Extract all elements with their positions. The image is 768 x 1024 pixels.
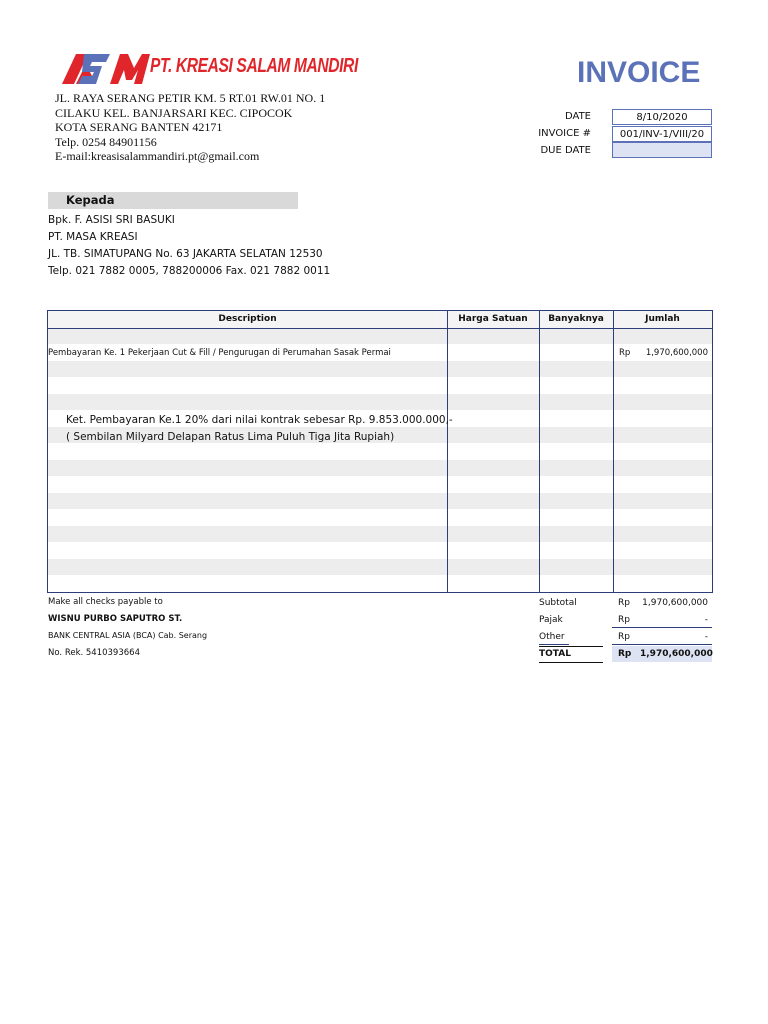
logo-text: KSM bbox=[62, 50, 65, 51]
email-line: E-mail:kreasisalammandiri.pt@gmail.com bbox=[55, 149, 260, 163]
items-table bbox=[47, 310, 713, 593]
invoice-number-field[interactable]: 001/INV-1/VIII/20 bbox=[612, 126, 712, 142]
invoice-title: INVOICE bbox=[577, 56, 701, 89]
invoice-number-label: INVOICE # bbox=[538, 128, 591, 139]
bank-name: BANK CENTRAL ASIA (BCA) Cab. Serang bbox=[48, 631, 208, 640]
recipient-heading: Kepada bbox=[66, 193, 115, 207]
header-unit-price: Harga Satuan bbox=[458, 314, 528, 324]
item-amount: 1,970,600,000 bbox=[645, 348, 708, 358]
subtotal-value: 1,970,600,000 bbox=[642, 598, 708, 608]
company-name: PT. KREASI SALAM MANDIRI bbox=[150, 55, 358, 77]
subtotal-currency: Rp bbox=[618, 598, 630, 608]
header-quantity: Banyaknya bbox=[548, 314, 604, 324]
total-label: TOTAL bbox=[539, 649, 571, 659]
other-currency: Rp bbox=[618, 632, 630, 642]
total-value: 1,970,600,000 bbox=[640, 649, 713, 659]
recipient-phone: Telp. 021 7882 0005, 788200006 Fax. 021 7882 0011 bbox=[48, 265, 331, 277]
tax-label: Pajak bbox=[539, 615, 563, 625]
date-field[interactable]: 8/10/2020 bbox=[612, 109, 712, 125]
column-divider bbox=[613, 311, 614, 592]
total-currency: Rp bbox=[618, 649, 632, 659]
recipient-address: JL. TB. SIMATUPANG No. 63 JAKARTA SELATAN 12530 bbox=[48, 248, 323, 260]
other-underline bbox=[539, 644, 569, 645]
item-description: Pembayaran Ke. 1 Pekerjaan Cut & Fill / Pengurugan di Perumahan Sasak Permai bbox=[48, 348, 391, 358]
other-label: Other bbox=[539, 632, 565, 642]
company-address bbox=[55, 91, 325, 164]
tax-underline bbox=[612, 627, 712, 628]
payable-to-label: Make all checks payable to bbox=[48, 597, 163, 607]
other-value: - bbox=[704, 632, 708, 642]
address-line: KOTA SERANG BANTEN 42171 bbox=[55, 120, 223, 134]
date-label: DATE bbox=[564, 111, 591, 122]
phone-line: Telp. 0254 84901156 bbox=[55, 134, 157, 149]
recipient-block bbox=[48, 212, 330, 280]
address-line: CILAKU KEL. BANJARSARI KEC. CIPOCOK bbox=[55, 105, 293, 120]
other-amount-underline bbox=[612, 644, 712, 645]
column-divider bbox=[447, 311, 448, 592]
tax-currency: Rp bbox=[618, 615, 630, 625]
total-rule-bottom bbox=[539, 662, 603, 663]
header-amount: Jumlah bbox=[645, 314, 680, 324]
payment-note-spelled: ( Sembilan Milyard Delapan Ratus Lima Puluh Tiga Jita Rupiah) bbox=[66, 431, 395, 443]
payment-note: Ket. Pembayaran Ke.1 20% dari nilai kontrak sebesar Rp. 9.853.000.000,- bbox=[66, 414, 453, 426]
recipient-company: PT. MASA KREASI bbox=[48, 231, 138, 243]
payee-name: WISNU PURBO SAPUTRO ST. bbox=[48, 614, 183, 624]
recipient-name: Bpk. F. ASISI SRI BASUKI bbox=[48, 214, 175, 226]
column-divider bbox=[539, 311, 540, 592]
item-currency: Rp bbox=[619, 348, 631, 358]
due-date-field[interactable] bbox=[612, 142, 712, 158]
tax-value: - bbox=[704, 615, 708, 625]
subtotal-label: Subtotal bbox=[539, 598, 577, 608]
header-description: Description bbox=[218, 314, 277, 324]
total-rule-top bbox=[539, 646, 603, 647]
account-number: No. Rek. 5410393664 bbox=[48, 648, 140, 658]
due-date-label: DUE DATE bbox=[540, 145, 591, 156]
address-line: JL. RAYA SERANG PETIR KM. 5 RT.01 RW.01 NO. 1 bbox=[55, 91, 326, 105]
